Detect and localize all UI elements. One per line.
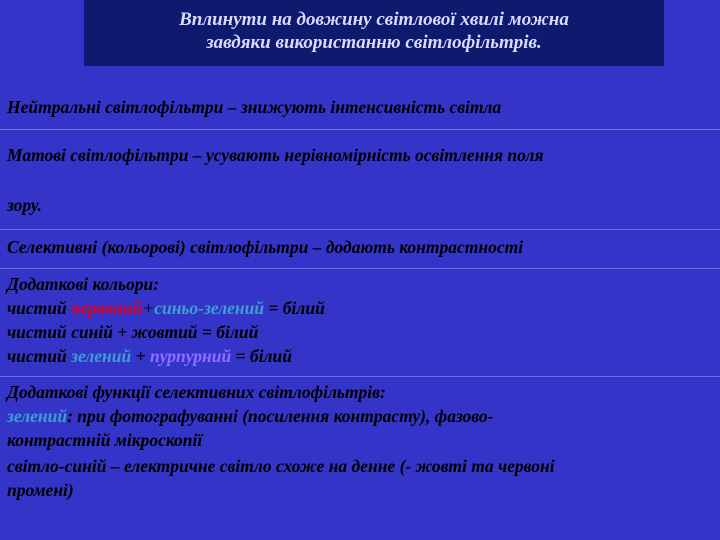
complementary-row-3	[7, 346, 292, 366]
green-label: зелений	[7, 406, 68, 426]
plus-sign: +	[131, 346, 150, 366]
neutral-filters-text: Нейтральні світлофільтри – знижують інтенсивність світла	[7, 97, 502, 117]
separator	[0, 129, 720, 130]
light-blue-text: – електричне світло схоже на денне (- жовті та червоні	[106, 456, 555, 476]
row-prefix: чистий	[7, 346, 72, 366]
color-red: червоний	[71, 298, 143, 318]
complementary-row-2: чистий синій + жовтий = білий	[7, 322, 259, 342]
light-blue-label: світло-синій	[7, 456, 107, 476]
row-prefix: чистий	[7, 298, 72, 318]
plus-sign: +	[142, 298, 155, 318]
color-blue-green: синьо-зелений	[154, 298, 265, 318]
color-green: зелений	[71, 346, 132, 366]
function-green	[7, 406, 493, 426]
functions-heading: Додаткові функції селективних світлофільтрів:	[7, 382, 386, 402]
selective-filters-text: Селективні (кольорові) світлофільтри – додають контрастності	[7, 237, 524, 257]
row-result: = білий	[264, 298, 325, 318]
complementary-row-1	[7, 298, 325, 318]
color-purple: пурпурний	[149, 346, 232, 366]
separator	[0, 268, 720, 269]
matte-filters-text: Матові світлофільтри – усувають нерівномірність освітлення поля	[7, 145, 544, 165]
title-box	[84, 0, 664, 66]
title-line-1: Вплинути на довжину світлової хвилі можна	[179, 9, 569, 30]
function-green-cont: контрастній мікроскопії	[7, 430, 203, 450]
separator	[0, 376, 720, 377]
green-text: : при фотографуванні (посилення контрасту), фазово-	[67, 406, 494, 426]
matte-filters-text-cont: зору.	[7, 195, 42, 215]
function-light-blue-cont: промені)	[7, 480, 74, 500]
title-line-2: завдяки використанню світлофільтрів.	[206, 32, 542, 53]
function-light-blue	[7, 456, 555, 476]
separator	[0, 229, 720, 230]
row-result: = білий	[231, 346, 292, 366]
complementary-heading: Додаткові кольори:	[7, 274, 160, 294]
